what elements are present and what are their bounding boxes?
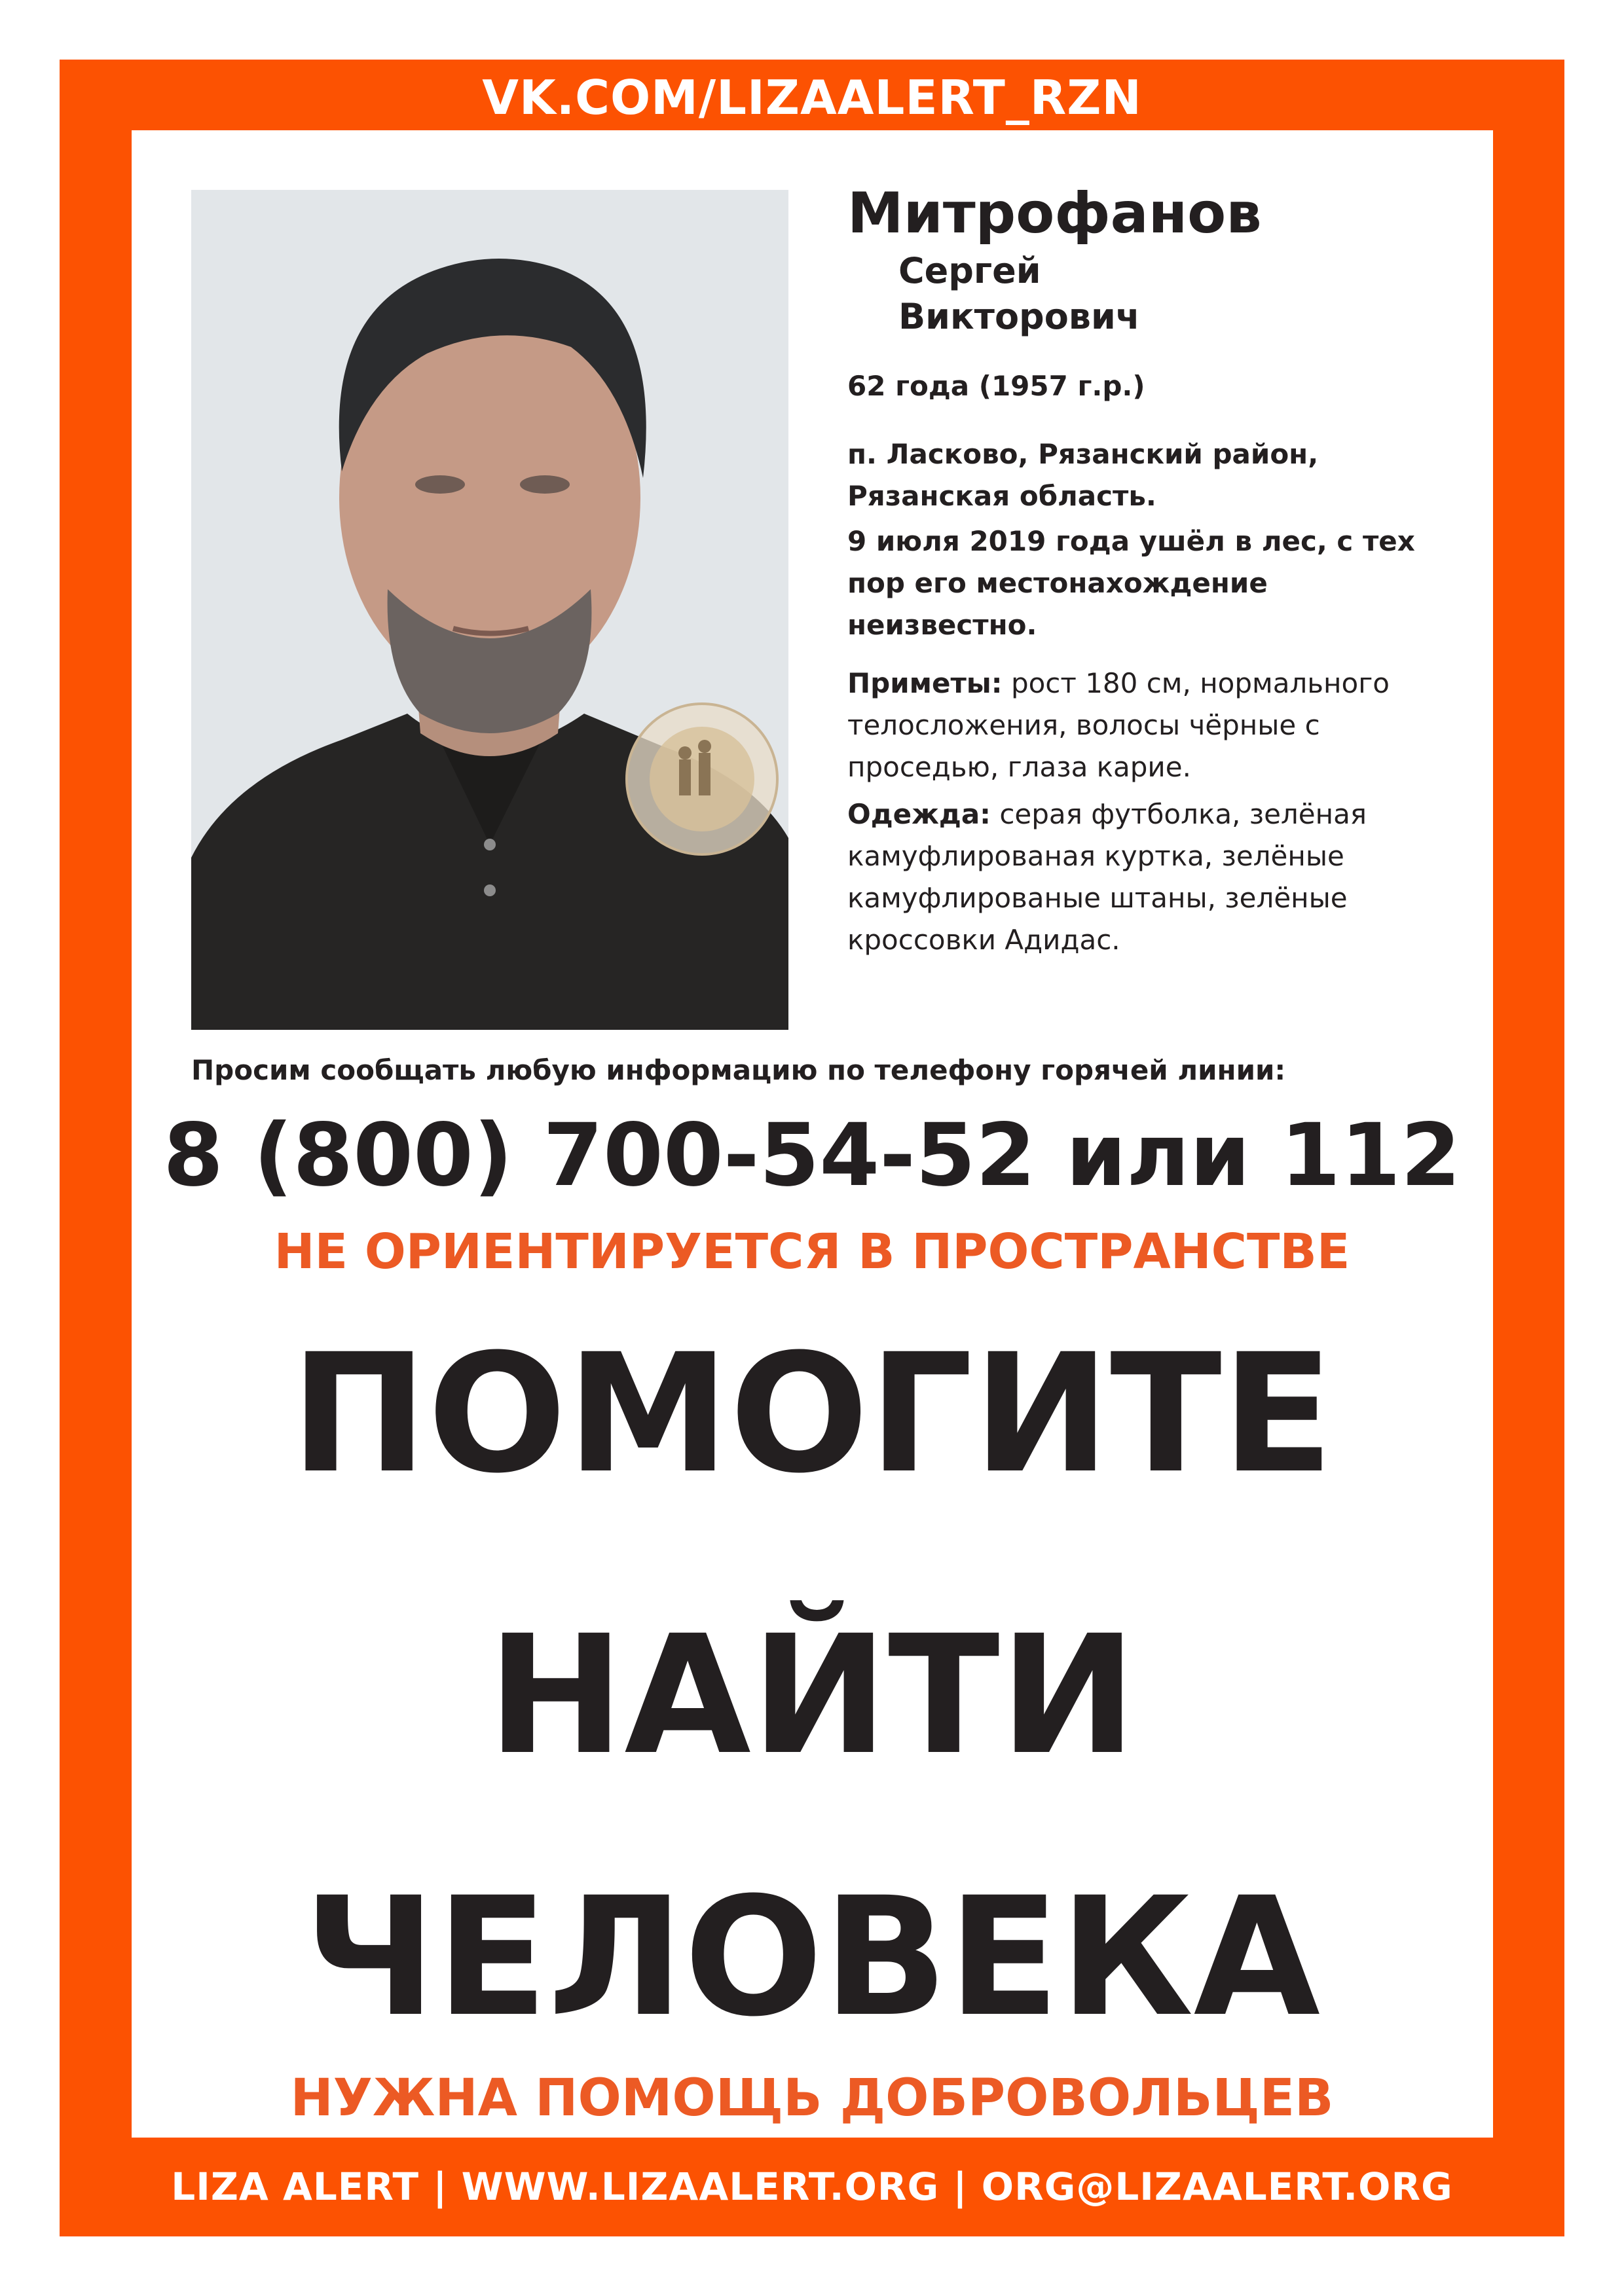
signs-text: рост 180 см, нормального телосложения, волосы чёрные с проседью, глаза карие.: [847, 667, 1390, 783]
clothes-text: серая футболка, зелёная камуфлированая куртка, зелёные камуфлированые штаны, зелёные кроссовки Адидас.: [847, 798, 1367, 956]
status-disoriented: НЕ ОРИЕНТИРУЕТСЯ В ПРОСТРАНСТВЕ: [274, 1224, 1350, 1280]
first-name: Сергей: [898, 250, 1041, 291]
volunteers-needed: НУЖНА ПОМОЩЬ ДОБРОВОЛЬЦЕВ: [290, 2069, 1334, 2128]
footer-contacts[interactable]: LIZA ALERT | WWW.LIZAALERT.ORG | ORG@LIZAALERT.ORG: [171, 2164, 1453, 2209]
last-name: Митрофанов: [847, 181, 1262, 246]
hotline-phone[interactable]: 8 (800) 700-54-52 или 112: [163, 1105, 1461, 1206]
place: п. Ласково, Рязанский район, Рязанская область.: [847, 438, 1319, 512]
signs: [847, 663, 1450, 788]
headline-line1: ПОМОГИТЕ: [290, 1319, 1334, 1509]
hotline-prompt: Просим сообщать любую информацию по телефону горячей линии:: [191, 1054, 1286, 1086]
lizaalert-seal-icon: [623, 701, 781, 858]
person-photo: [191, 190, 788, 1030]
age: 62 года (1957 г.р.): [847, 370, 1145, 402]
headline-line2: НАЙТИ: [487, 1600, 1137, 1791]
headline-line3: ЧЕЛОВЕКА: [303, 1862, 1321, 2052]
clothes: [847, 793, 1450, 961]
event-description: 9 июля 2019 года ушёл в лес, с тех пор его местонахождение неизвестно.: [847, 525, 1415, 641]
clothes-label: Одежда:: [847, 798, 991, 830]
middle-name: Викторович: [898, 296, 1140, 337]
vk-link[interactable]: VK.COM/LIZAALERT_RZN: [482, 70, 1142, 125]
signs-label: Приметы:: [847, 667, 1003, 699]
